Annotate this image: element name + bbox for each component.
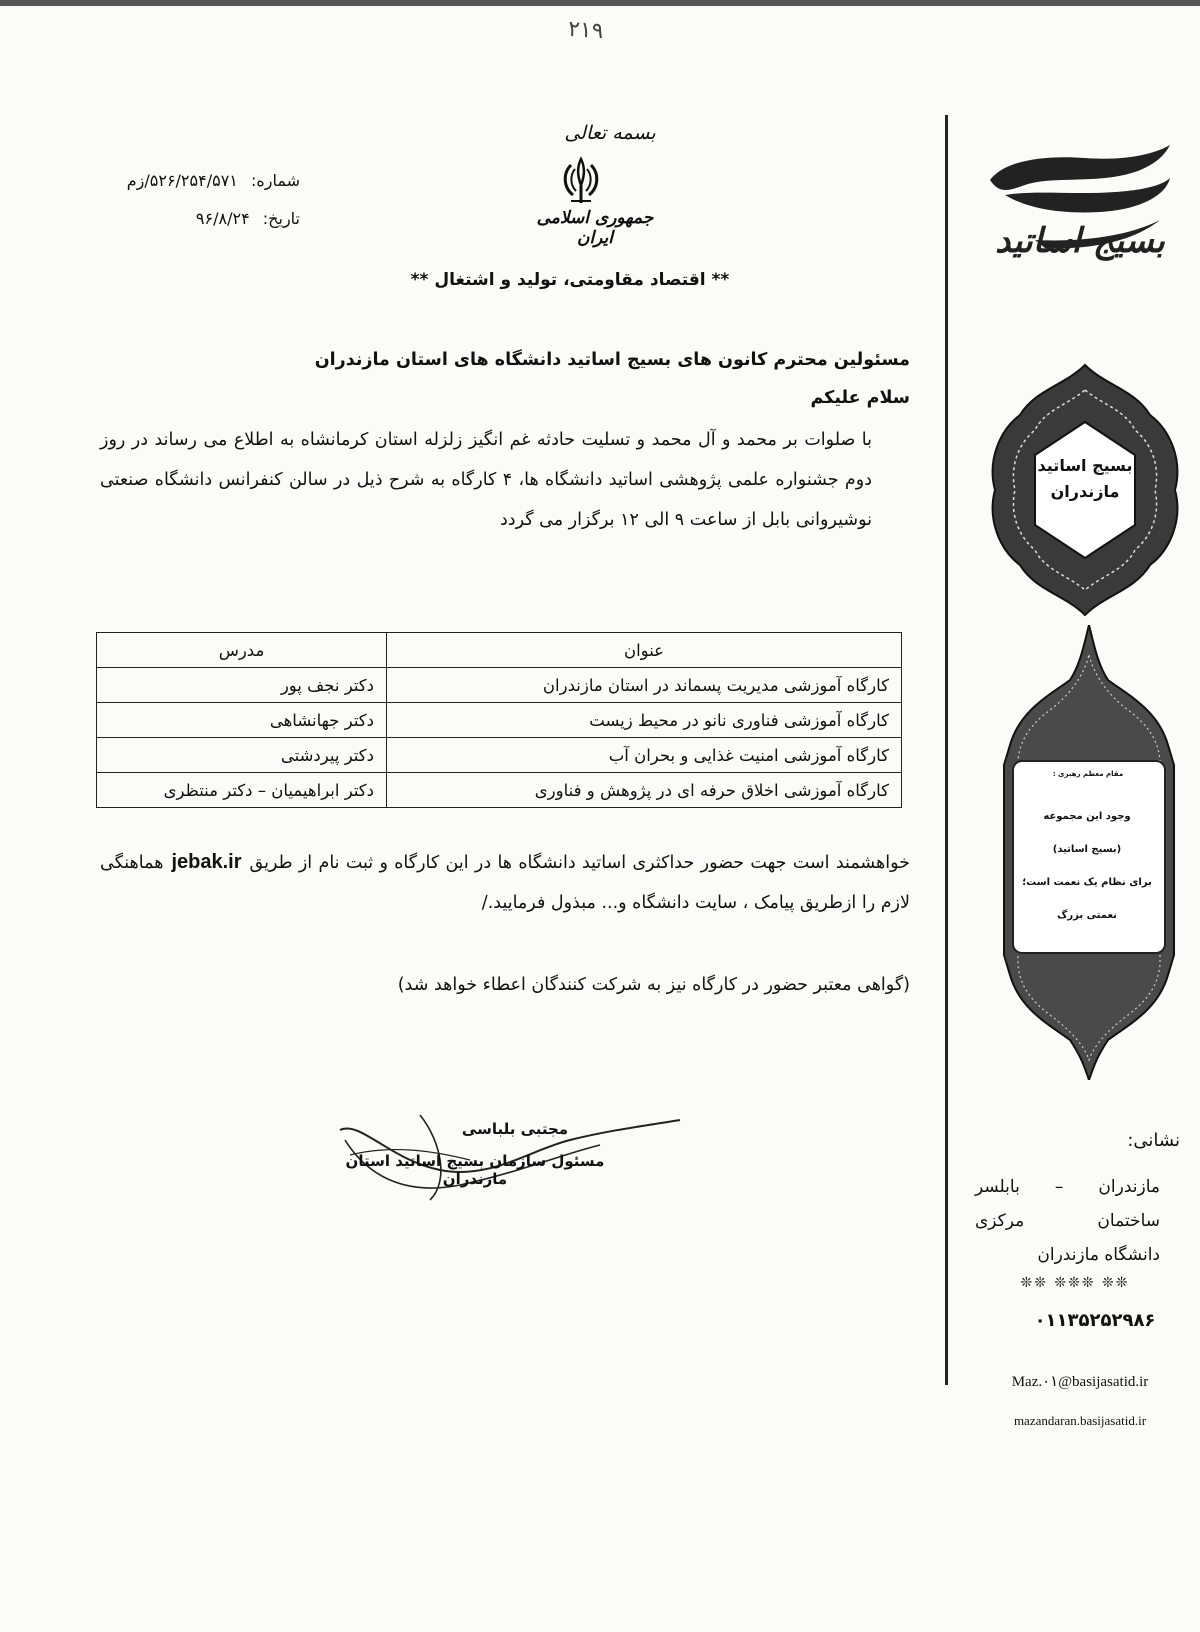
quote-attribution: مقام معظم رهبری : [1052, 770, 1124, 778]
closing-text [100, 842, 910, 923]
workshop-title: کارگاه آموزشی اخلاق حرفه ای در پژوهش و فناوری [387, 773, 902, 808]
slogan: ** اقتصاد مقاومتی، تولید و اشتغال ** [410, 270, 730, 290]
address-block [975, 1170, 1160, 1272]
table-header-row [97, 633, 902, 668]
col-title-header: عنوان [387, 633, 902, 668]
handwritten-number: ۲۱۹ [567, 16, 605, 45]
letter-meta [90, 162, 300, 238]
republic-title: جمهوری اسلامی ایران [536, 208, 654, 248]
medallion-line1: بسیج اساتید [1037, 456, 1133, 475]
signer-title: مسئول سازمان بسیج اساتید استان مازندران [345, 1152, 605, 1188]
scan-edge [0, 0, 1200, 6]
quote-text [1016, 800, 1158, 932]
address-label: نشانی: [1127, 1130, 1180, 1151]
address-line2: ساختمان مرکزی [975, 1211, 1160, 1231]
quote-line1: وجود این مجموعه [1043, 811, 1131, 822]
quote-line2: (بسیج اساتید) [1052, 844, 1122, 855]
number-value: ۵۲۶/۲۵۴/۵۷۱/زم [126, 171, 238, 190]
main-paragraph: با صلوات بر محمد و آل محمد و تسلیت حادثه غم انگیز زلزله استان کرمانشاه به اطلاع می رساند در روز دوم جشنواره علمی پژوهشی اساتید دانشگاه ها، ۴ کارگاه به شرح ذیل در سالن کنفرانس دانشگاه صنعتی نوشیروانی بابل از ساعت ۹ الی ۱۲ برگزار می گردد [100, 430, 872, 530]
greeting: سلام علیکم [810, 388, 910, 408]
workshop-teacher: دکتر ابراهیمیان – دکتر منتظری [97, 773, 387, 808]
sidebar-divider [945, 115, 948, 1385]
closing-paragraph [100, 842, 910, 923]
email-address[interactable]: Maz.۰۱@basijasatid.ir [1011, 1374, 1149, 1390]
date-row [90, 200, 300, 238]
workshop-teacher: دکتر نجف پور [97, 668, 387, 703]
registration-site-link[interactable]: jebak.ir [171, 851, 242, 873]
table-row [97, 738, 902, 773]
table-row [97, 773, 902, 808]
workshop-title: کارگاه آموزشی امنیت غذایی و بحران آب [387, 738, 902, 773]
date-value: ۹۶/۸/۲۴ [195, 209, 250, 228]
medallion-line2: مازندران [1050, 482, 1120, 501]
iran-emblem-icon [555, 155, 607, 207]
workshop-title: کارگاه آموزشی فناوری نانو در محیط زیست [387, 703, 902, 738]
certificate-note: (گواهی معتبر حضور در کارگاه نیز به شرکت کنندگان اعطاء خواهد شد) [397, 975, 910, 995]
closing-part1: خواهشمند است جهت حضور حداکثری اساتید دانشگاه ها در این کارگاه و ثبت نام از طریق [249, 853, 910, 873]
medallion-text [1030, 453, 1140, 505]
closing-part2: هماهنگی لازم را ازطریق پیامک ، سایت دانشگاه و... مبذول فرمایید./ [100, 853, 910, 913]
workshop-teacher: دکتر جهانشاهی [97, 703, 387, 738]
logo-text: بسیج اساتید [995, 221, 1165, 261]
table-row [97, 668, 902, 703]
phone-number: ۰۱۱۳۵۲۵۲۹۸۶ [1034, 1310, 1156, 1331]
workshop-title: کارگاه آموزشی مدیریت پسماند در استان مازندران [387, 668, 902, 703]
basij-asatid-logo-icon [985, 140, 1175, 270]
addressee: مسئولین محترم کانون های بسیج اساتید دانشگاه های استان مازندران [314, 350, 910, 370]
address-line3: دانشگاه مازندران [1037, 1245, 1160, 1265]
quote-line3: برای نظام یک نعمت است؛ [1022, 877, 1152, 888]
website-link[interactable]: mazandaran.basijasatid.ir [1013, 1413, 1147, 1428]
number-row [90, 162, 300, 200]
signer-name: مجتبی بلباسی [461, 1120, 569, 1138]
workshop-teacher: دکتر پیردشتی [97, 738, 387, 773]
stars-divider: ❊❊ ❊❊❊ ❊❊ [1020, 1275, 1130, 1291]
date-label: تاریخ: [262, 209, 300, 228]
address-line1: مازندران – بابلسر [975, 1177, 1160, 1197]
table-row [97, 703, 902, 738]
workshops-table [96, 632, 902, 808]
bismillah: بسمه تعالی [564, 122, 656, 144]
quote-line4: نعمتی بزرگ [1057, 910, 1117, 921]
number-label: شماره: [250, 171, 300, 190]
letter-body [100, 350, 910, 540]
col-teacher-header: مدرس [97, 633, 387, 668]
